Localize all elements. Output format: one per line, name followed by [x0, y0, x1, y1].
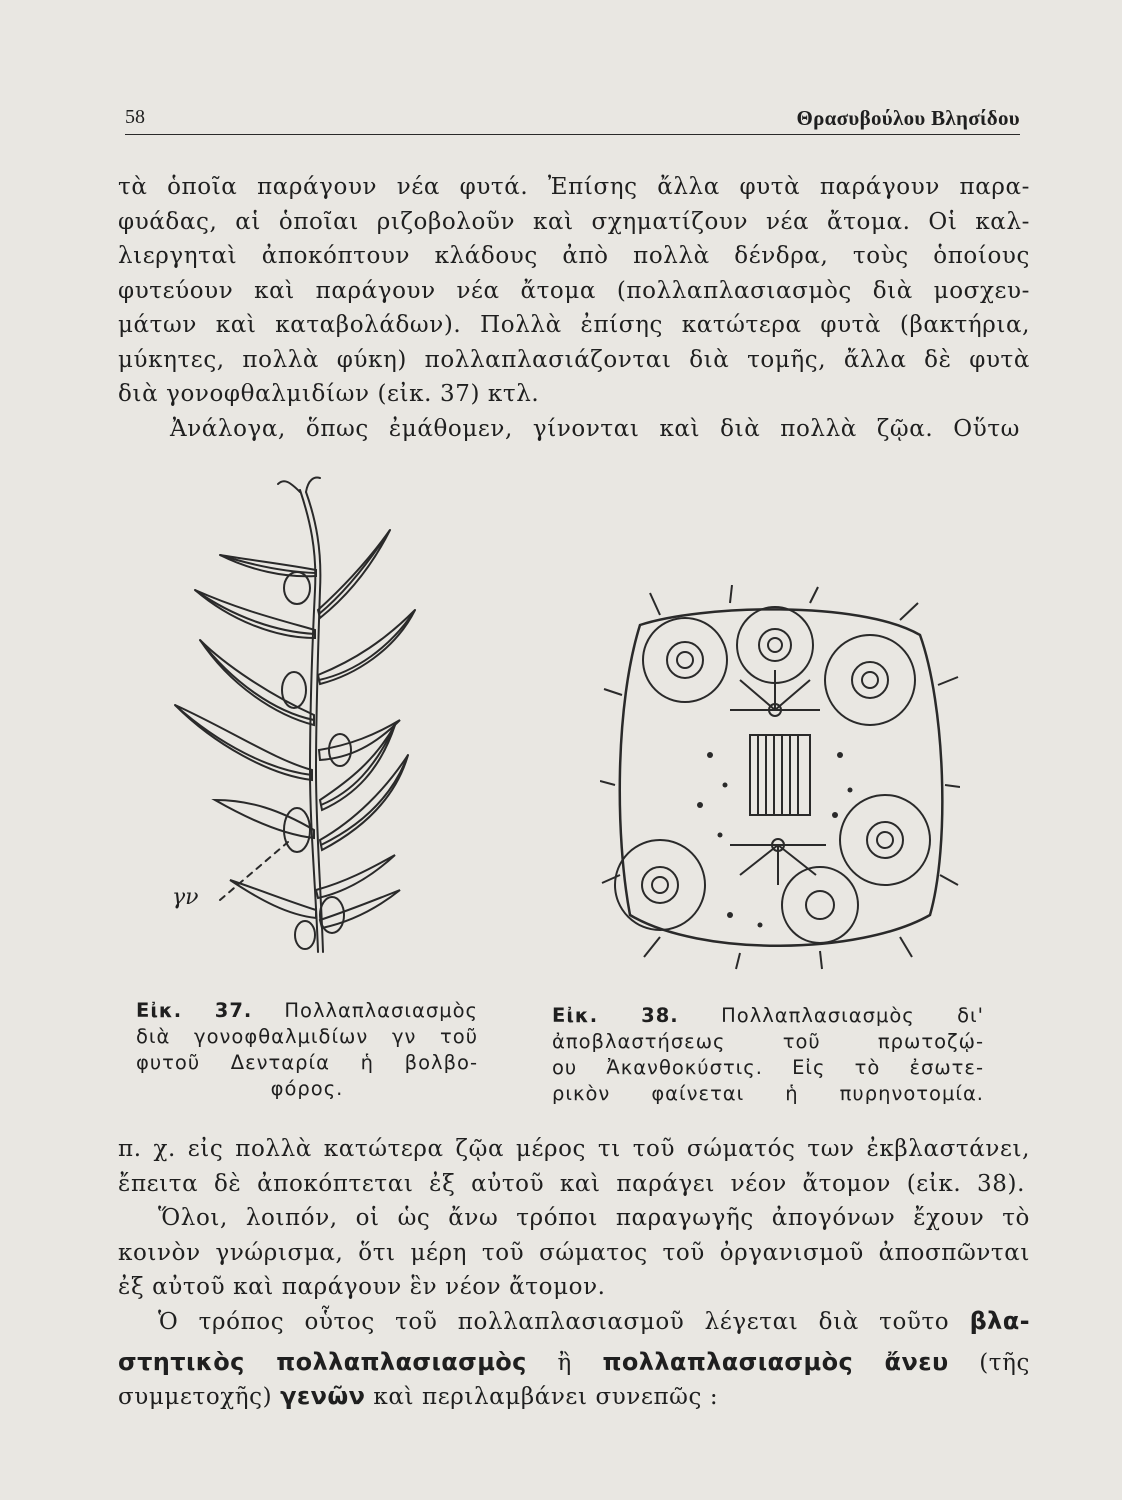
caption-line: ου Ἀκανθοκύστις. Εἰς τὸ ἐσωτε- — [552, 1056, 984, 1079]
text-line: τὰ ὁποῖα παράγουν νέα φυτά. Ἐπίσης ἄλλα φυτὰ παράγουν παρα- — [118, 174, 1030, 200]
bold-term: στητικὸς πολλαπλασιασμὸς — [118, 1347, 527, 1376]
text-line: ἔπειτα δὲ ἀποκόπτεται ἐξ αὐτοῦ καὶ παράγει νέον ἄτομον (εἰκ. 38). — [118, 1170, 1025, 1197]
bold-term: πολλαπλασιασμὸς ἄνευ — [602, 1347, 949, 1376]
text-line: Ὅλοι, λοιπόν, οἱ ὡς ἄνω τρόποι παραγωγῆς ἀπογόνων ἔχουν τὸ — [158, 1205, 1030, 1231]
top-paragraph — [118, 170, 1030, 446]
text-segment: καὶ περιλαμβάνει συνεπῶς : — [373, 1384, 719, 1410]
caption-line: ἀποβλαστήσεως τοῦ πρωτοζῴ- — [552, 1030, 984, 1053]
figure-37-number: Εἰκ. 37. — [136, 999, 253, 1022]
text-line: μάτων καὶ καταβολάδων). Πολλὰ ἐπίσης κατώτερα φυτὰ (βακτήρια, — [118, 312, 1030, 338]
text-segment: ἢ — [557, 1349, 572, 1376]
figure-37-caption — [136, 998, 478, 1102]
caption-line: φυτοῦ Δενταρία ἡ βολβο- — [136, 1051, 478, 1074]
caption-line: Πολλαπλασιασμὸς δι' — [721, 1004, 985, 1027]
caption-line: φόρος. — [270, 1077, 344, 1100]
text-line: μύκητες, πολλὰ φύκη) πολλαπλασιάζονται διὰ τομῆς, ἄλλα δὲ φυτὰ — [118, 346, 1030, 373]
figure-38-number: Εἰκ. 38. — [552, 1004, 679, 1027]
text-segment: Ὁ τρόπος οὗτος τοῦ πολλαπλασιασμοῦ λέγεται διὰ τοῦτο — [158, 1309, 950, 1335]
text-line: φυάδας, αἱ ὁποῖαι ριζοβολοῦν καὶ σχηματίζουν νέα ἄτομα. Οἱ καλ- — [118, 208, 1030, 235]
text-line: ἐξ αὐτοῦ καὶ παράγουν ἓν νέον ἄτομον. — [118, 1274, 606, 1300]
final-paragraph — [118, 1304, 1030, 1414]
page-number: 58 — [125, 106, 145, 128]
text-line: διὰ γονοφθαλμιδίων (εἰκ. 37) κτλ. — [118, 381, 540, 407]
figure-38-caption — [552, 1003, 984, 1107]
text-line: κοινὸν γνώρισμα, ὅτι μέρη τοῦ σώματος τοῦ ὀργανισμοῦ ἀποσπῶνται — [118, 1239, 1030, 1266]
figure-38-protozoan-illustration — [600, 585, 960, 970]
page-header — [125, 104, 1020, 135]
middle-paragraph — [118, 1132, 1030, 1305]
text-segment: (τῆς — [979, 1349, 1030, 1376]
figure-37-label: γν — [172, 885, 199, 910]
text-line: Ἀνάλογα, ὅπως ἐμάθομεν, γίνονται καὶ διὰ πολλὰ ζῷα. Οὕτω — [170, 415, 1020, 442]
acanthocystis-drawing — [600, 585, 960, 970]
text-line: λιεργηταὶ ἀποκόπτουν κλάδους ἀπὸ πολλὰ δένδρα, τοὺς ὁποίους — [118, 243, 1030, 269]
bold-term: βλα- — [969, 1307, 1030, 1335]
running-title: Θρασυβούλου Βλησίδου — [796, 106, 1020, 130]
text-line: φυτεύουν καὶ παράγουν νέα ἄτομα (πολλαπλασιασμὸς διὰ μοσχευ- — [118, 277, 1030, 304]
text-segment: συμμετοχῆς) — [118, 1384, 273, 1410]
caption-line: διὰ γονοφθαλμιδίων γν τοῦ — [136, 1025, 478, 1048]
plant-drawing — [160, 470, 470, 980]
caption-line: ρικὸν φαίνεται ἡ πυρηνοτομία. — [552, 1082, 984, 1105]
figure-37-plant-illustration — [160, 470, 470, 980]
caption-line: Πολλαπλασιασμὸς — [284, 999, 478, 1022]
bold-term: γενῶν — [280, 1382, 366, 1410]
text-line: π. χ. εἰς πολλὰ κατώτερα ζῷα μέρος τι τοῦ σώματός των ἐκβλαστάνει, — [118, 1136, 1030, 1162]
